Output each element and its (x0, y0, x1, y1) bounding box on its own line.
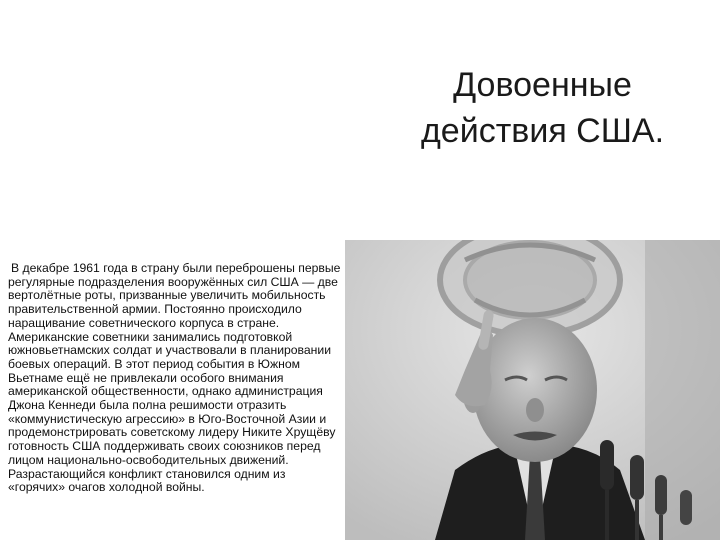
slide-title (410, 62, 675, 154)
speaker-photo-illustration (345, 240, 720, 540)
slide-body-text: В декабре 1961 года в страну были переброшены первые регулярные подразделения вооружённых сил США — две вертолётные роты, призванные увеличить мобильность правительственной армии. Постоянно происходило наращивание советнического корпуса в стране. Американские советники занимались подготовкой южновьетнамских солдат и участвовали в планировании боевых операций. В этот период события в Южном Вьетнаме ещё не привлекали особого внимания американской общественности, однако администрация Джона Кеннеди была полна решимости отразить «коммунистическую агрессию» в Юго-Восточной Азии и продемонстрировать советскому лидеру Никите Хрущёву готовность США поддерживать своих союзников перед лицом национально-освободительных движений. Разрастающийся конфликт становился одним из «горячих» очагов холодной войны. (8, 261, 341, 495)
slide-title-line-2: действия США. (420, 112, 665, 150)
speaker-photo (345, 240, 720, 540)
slide-title-line-1: Довоенные (453, 66, 632, 104)
